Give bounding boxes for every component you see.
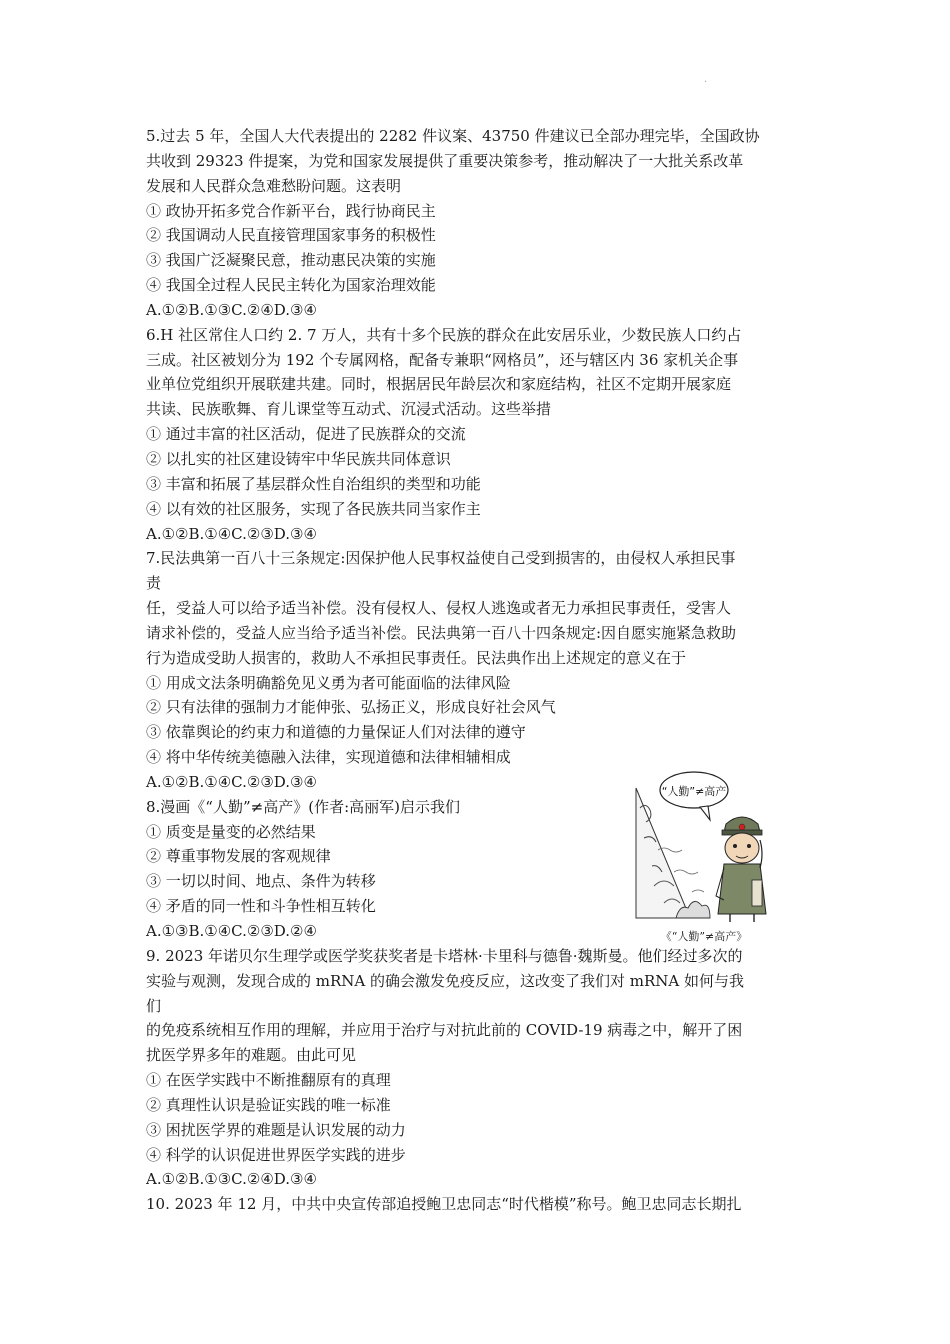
text-line: 任，受益人可以给予适当补偿。没有侵权人、侵权人逃逸或者无力承担民事责任，受害人 (146, 599, 732, 618)
answer-choices: A.①②B.①④C.②③D.③④ (146, 772, 317, 791)
option-line: ③ 依靠舆论的约束力和道德的力量保证人们对法律的遵守 (146, 723, 526, 742)
question-text (146, 124, 806, 1217)
text-line: 业单位党组织开展联建共建。同时，根据居民年龄层次和家庭结构，社区不定期开展家庭 (146, 375, 732, 394)
option-line: ① 在医学实践中不断推翻原有的真理 (146, 1071, 391, 1090)
option-line: ④ 我国全过程人民民主转化为国家治理效能 (146, 276, 436, 295)
text-line: 的免疫系统相互作用的理解，并应用于治疗与对抗此前的 COVID-19 病毒之中，解开了困 (146, 1021, 743, 1040)
text-line: 9. 2023 年诺贝尔生理学或医学奖获奖者是卡塔林·卡里科与德鲁·魏斯曼。他们经过多次的 (146, 946, 743, 965)
text-line: 5.过去 5 年，全国人大代表提出的 2282 件议案、43750 件建议已全部办理完毕，全国政协 (146, 127, 760, 145)
answer-choices: A.①③B.①④C.②③D.②④ (146, 922, 317, 940)
text-line: 请求补偿的，受益人应当给予适当补偿。民法典第一百八十四条规定:因自愿实施紧急救助 (146, 623, 737, 642)
option-line: ③ 困扰医学界的难题是认识发展的动力 (146, 1120, 406, 1139)
option-line: ② 以扎实的社区建设铸牢中华民族共同体意识 (146, 449, 451, 468)
option-line: ① 质变是量变的必然结果 (146, 822, 316, 841)
text-line: 扰医学界多年的难题。由此可见 (146, 1046, 357, 1065)
option-line: ④ 将中华传统美德融入法律，实现道德和法律相辅相成 (146, 748, 511, 767)
cartoon-caption: 《“人勤”≠高产》 (660, 930, 748, 943)
option-line: ② 我国调动人民直接管理国家事务的积极性 (146, 226, 436, 245)
answer-choices: A.①②B.①③C.②④D.③④ (146, 1170, 317, 1189)
text-line: 7.民法典第一百八十三条规定:因保护他人民事权益使自己受到损害的，由侵权人承担民事 (146, 549, 736, 568)
cartoon-figure (634, 768, 774, 950)
option-line: ④ 科学的认识促进世界医学实践的进步 (146, 1145, 406, 1164)
option-line: ② 尊重事物发展的客观规律 (146, 847, 331, 866)
answer-choices: A.①②B.①③C.②④D.③④ (146, 300, 317, 319)
option-line: ③ 一切以时间、地点、条件为转移 (146, 872, 376, 891)
header-mark: . (704, 74, 708, 85)
text-line: 行为造成受助人损害的，救助人不承担民事责任。民法典作出上述规定的意义在于 (146, 648, 687, 667)
option-line: ② 真理性认识是验证实践的唯一标准 (146, 1095, 391, 1114)
option-line: ④ 以有效的社区服务，实现了各民族共同当家作主 (146, 499, 481, 518)
option-line: ① 通过丰富的社区活动，促进了民族群众的交流 (146, 425, 466, 444)
text-line: 10. 2023 年 12 月，中共中央宣传部追授鲍卫忠同志“时代楷模”称号。鲍卫忠同志长期扎 (146, 1195, 742, 1214)
option-line: ③ 我国广泛凝聚民意，推动惠民决策的实施 (146, 251, 436, 270)
answer-choices: A.①②B.①④C.②③D.③④ (146, 524, 317, 543)
text-line: 实验与观测，发现合成的 mRNA 的确会激发免疫反应，这改变了我们对 mRNA 如何与我 (146, 971, 745, 990)
text-line: 发展和人民群众急难愁盼问题。这表明 (146, 176, 402, 195)
text-line: 共读、民族歌舞、育儿课堂等互动式、沉浸式活动。这些举措 (146, 400, 552, 419)
option-line: ② 只有法律的强制力才能伸张、弘扬正义，形成良好社会风气 (146, 698, 556, 717)
text-line: 8.漫画《“人勤”≠高产》(作者:高丽军)启示我们 (146, 797, 460, 816)
option-line: ① 政协开拓多党合作新平台，践行协商民主 (146, 201, 436, 220)
bubble-text: “人勤”≠高产 (661, 785, 727, 798)
option-line: ① 用成文法条明确豁免见义勇为者可能面临的法律风险 (146, 673, 511, 692)
text-line: 们 (146, 996, 162, 1015)
option-line: ③ 丰富和拓展了基层群众性自治组织的类型和功能 (146, 474, 481, 493)
text-line: 责 (146, 574, 162, 593)
option-line: ④ 矛盾的同一性和斗争性相互转化 (146, 897, 376, 916)
cartoon-illustration (634, 768, 774, 926)
text-line: 三成。社区被划分为 192 个专属网格，配备专兼职“网格员”，还与辖区内 36 家机关企事 (146, 350, 739, 369)
text-line: 6.H 社区常住人口约 2. 7 万人，共有十多个民族的群众在此安居乐业，少数民族人口约占 (146, 325, 742, 344)
text-line: 共收到 29323 件提案，为党和国家发展提供了重要决策参考，推动解决了一大批关系改革 (146, 151, 744, 170)
